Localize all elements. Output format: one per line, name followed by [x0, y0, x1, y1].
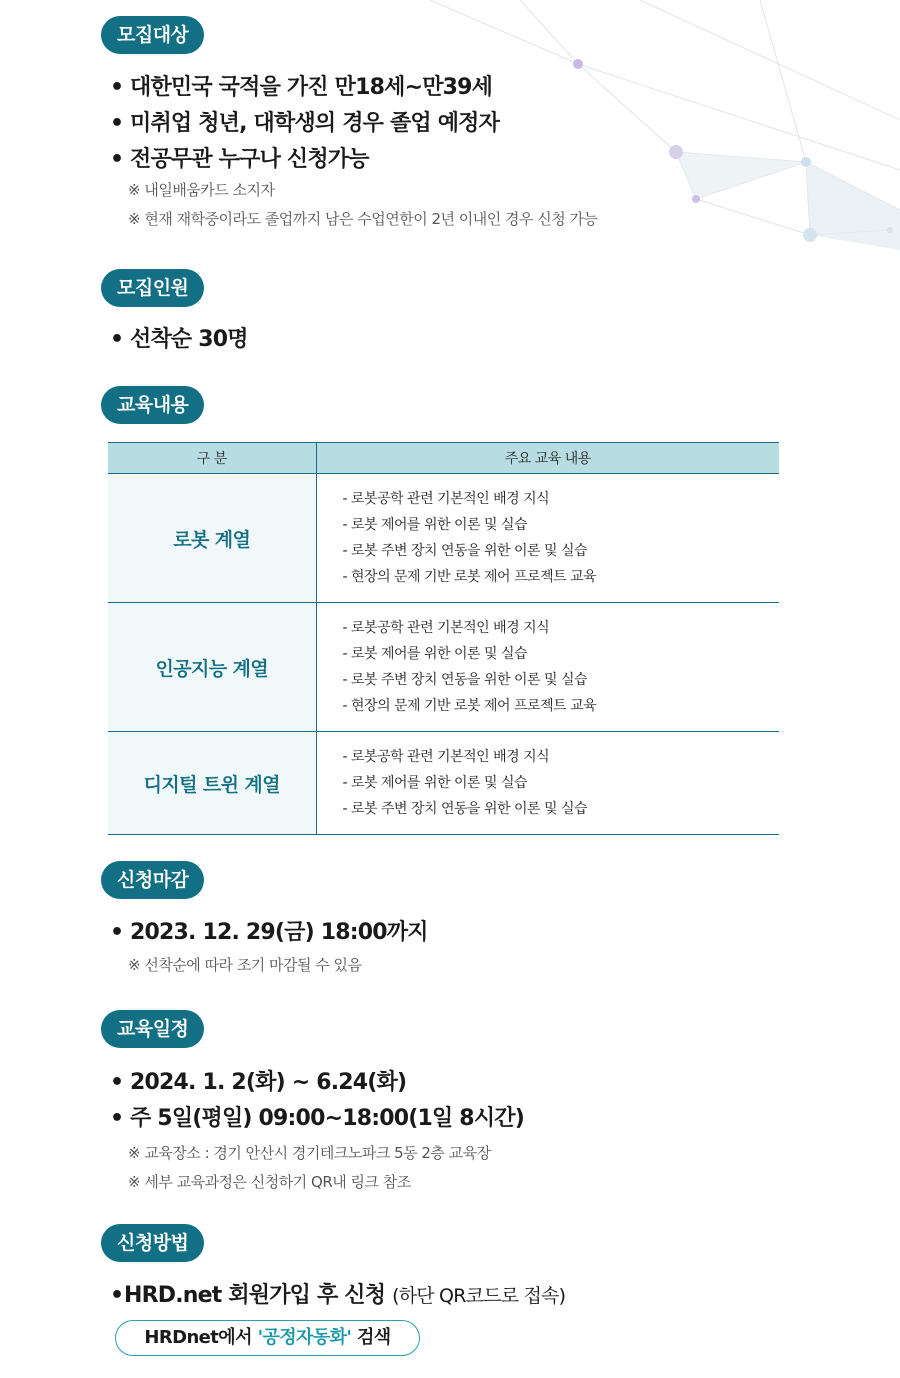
schedule-bullet-1: • 2024. 1. 2(화) ~ 6.24(화)	[110, 1070, 407, 1095]
curriculum-table	[108, 442, 779, 835]
search-keyword: '공정자동화'	[257, 1327, 352, 1348]
section-badge-schedule: 교육일정	[101, 1010, 204, 1048]
table-header-row	[108, 443, 779, 474]
list-item: - 현장의 문제 기반 로봇 제어 프로젝트 교육	[343, 693, 780, 719]
category-digital-twin: 디지털 트윈 계열	[108, 732, 316, 835]
search-prefix: HRDnet에서	[144, 1327, 252, 1348]
section-badge-deadline: 신청마감	[101, 861, 204, 899]
section-badge-method: 신청방법	[101, 1224, 204, 1262]
method-bullet-1: •HRD.net 회원가입 후 신청 (하단 QR코드로 접속)	[110, 1283, 566, 1308]
section-badge-content: 교육내용	[101, 386, 204, 424]
list-item: - 로봇 주변 장치 연동을 위한 이론 및 실습	[343, 796, 780, 822]
target-note-2: ※ 현재 재학중이라도 졸업까지 남은 수업연한이 2년 이내인 경우 신청 가능	[128, 210, 598, 228]
list-item: - 로봇 주변 장치 연동을 위한 이론 및 실습	[343, 538, 780, 564]
target-bullet-1: • 대한민국 국적을 가진 만18세~만39세	[110, 75, 493, 100]
list-item: - 로봇공학 관련 기본적인 배경 지식	[343, 615, 780, 641]
items-cell	[316, 603, 779, 732]
list-item: - 로봇 제어를 위한 이론 및 실습	[343, 770, 780, 796]
items-cell	[316, 474, 779, 603]
list-item: - 현장의 문제 기반 로봇 제어 프로젝트 교육	[343, 564, 780, 590]
list-item: - 로봇 제어를 위한 이론 및 실습	[343, 641, 780, 667]
search-guide-pill	[115, 1320, 420, 1356]
table-header-category: 구 분	[108, 443, 316, 474]
section-badge-count: 모집인원	[101, 269, 204, 307]
list-item: - 로봇공학 관련 기본적인 배경 지식	[343, 486, 780, 512]
schedule-note-2: ※ 세부 교육과정은 신청하기 QR내 링크 참조	[128, 1173, 411, 1191]
count-bullet-1: • 선착순 30명	[110, 327, 248, 352]
table-header-content: 주요 교육 내용	[316, 443, 779, 474]
target-bullet-2: • 미취업 청년, 대학생의 경우 졸업 예정자	[110, 111, 500, 136]
search-suffix: 검색	[357, 1327, 391, 1348]
target-note-1: ※ 내일배움카드 소지자	[128, 181, 275, 199]
table-row	[108, 603, 779, 732]
section-badge-target: 모집대상	[101, 16, 204, 54]
list-item: - 로봇 제어를 위한 이론 및 실습	[343, 512, 780, 538]
deadline-note-1: ※ 선착순에 따라 조기 마감될 수 있음	[128, 956, 362, 974]
list-item: - 로봇 주변 장치 연동을 위한 이론 및 실습	[343, 667, 780, 693]
list-item: - 로봇공학 관련 기본적인 배경 지식	[343, 744, 780, 770]
schedule-bullet-2: • 주 5일(평일) 09:00~18:00(1일 8시간)	[110, 1106, 524, 1131]
schedule-note-1: ※ 교육장소 : 경기 안산시 경기테크노파크 5동 2층 교육장	[128, 1144, 491, 1162]
items-cell	[316, 732, 779, 835]
deadline-bullet-1: • 2023. 12. 29(금) 18:00까지	[110, 920, 428, 945]
category-robot: 로봇 계열	[108, 474, 316, 603]
table-row	[108, 474, 779, 603]
category-ai: 인공지능 계열	[108, 603, 316, 732]
target-bullet-3: • 전공무관 누구나 신청가능	[110, 147, 369, 172]
table-row	[108, 732, 779, 835]
